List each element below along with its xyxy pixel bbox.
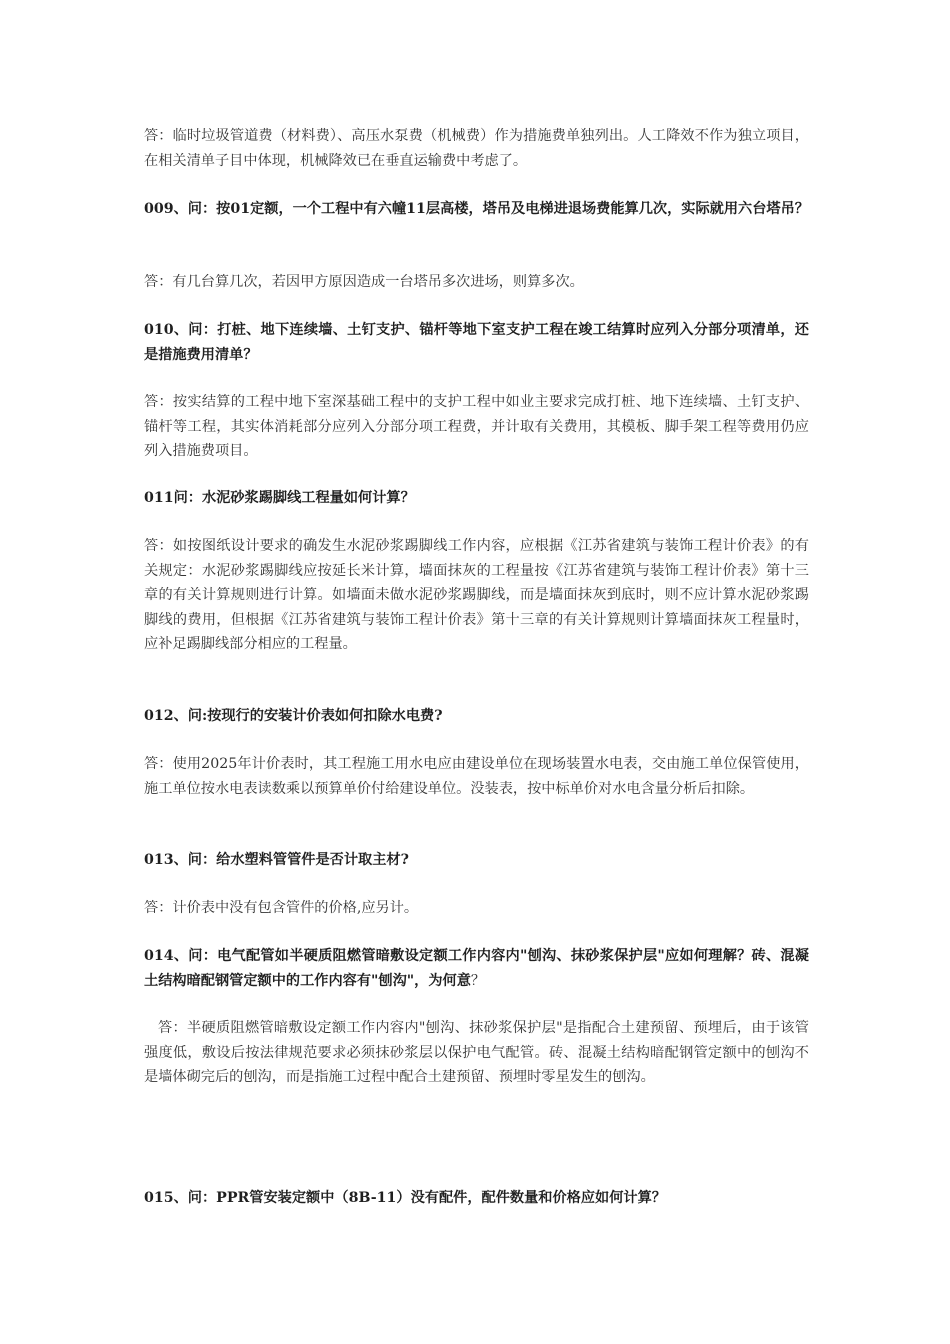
answer-014: 答：半硬质阻燃管暗敷设定额工作内容内"刨沟、抹砂浆保护层"是指配合土建预留、预埋后，由于该管强度低，敷设后按法律规范要求必须抹砂浆层以保护电气配管。砖、混凝土结构暗配钢管定额中的刨沟不是墙体砌完后的刨沟，而是指施工过程中配合土建预留、预埋时零星发生的刨沟。 bbox=[144, 1020, 809, 1085]
question-010: 010、问：打桩、地下连续墙、土钉支护、锚杆等地下室支护工程在竣工结算时应列入分部分项清单，还是措施费用清单？ bbox=[144, 322, 809, 363]
answer-009: 答：有几台算几次，若因甲方原因造成一台塔吊多次进场，则算多次。 bbox=[144, 274, 584, 290]
answer-010: 答：按实结算的工程中地下室深基础工程中的支护工程中如业主要求完成打桩、地下连续墙、土钉支护、锚杆等工程，其实体消耗部分应列入分部分项工程费，并计取有关费用，其模板、脚手架工程等费用仍应列入措施费项目。 bbox=[144, 394, 809, 459]
question-013: 013、问：给水塑料管管件是否计取主材? bbox=[144, 852, 409, 868]
answer-011: 答：如按图纸设计要求的确发生水泥砂浆踢脚线工作内容，应根据《江苏省建筑与装饰工程计价表》的有关规定：水泥砂浆踢脚线应按延长米计算，墙面抹灰的工程量按《江苏省建筑与装饰工程计价表》第十三章的有关计算规则进行计算。如墙面未做水泥砂浆踢脚线，而是墙面抹灰到底时，则不应计算水泥砂浆踢脚线的费用，但根据《江苏省建筑与装饰工程计价表》第十三章的有关计算规则计算墙面抹灰工程量时，应补足踢脚线部分相应的工程量。 bbox=[144, 538, 809, 652]
question-009: 009、问：按01定额，一个工程中有六幢11层高楼，塔吊及电梯进退场费能算几次，实际就用六台塔吊？ bbox=[144, 201, 809, 217]
answer-012: 答：使用2025年计价表时，其工程施工用水电应由建设单位在现场装置水电表，交由施工单位保管使用，施工单位按水电表读数乘以预算单价付给建设单位。没装表，按中标单价对水电含量分析后扣除。 bbox=[144, 756, 809, 797]
answer-008: 答：临时垃圾管道费（材料费）、高压水泵费（机械费）作为措施费单独列出。人工降效不作为独立项目，在相关清单子目中体现，机械降效已在垂直运输费中考虑了。 bbox=[144, 128, 809, 169]
question-014-mark: ？ bbox=[470, 972, 486, 989]
question-014-text: 014、问：电气配管如半硬质阻燃管暗敷设定额工作内容内"刨沟、抹砂浆保护层"应如何理解？砖、混凝土结构暗配钢管定额中的工作内容有"刨沟"，为何意 bbox=[144, 948, 809, 989]
question-012: 012、问:按现行的安装计价表如何扣除水电费? bbox=[144, 708, 443, 724]
answer-013: 答：计价表中没有包含管件的价格,应另计。 bbox=[144, 900, 419, 916]
question-011: 011问：水泥砂浆踢脚线工程量如何计算？ bbox=[144, 490, 415, 506]
question-014 bbox=[144, 944, 809, 993]
question-015: 015、问：PPR管安装定额中（8B-11）没有配件，配件数量和价格应如何计算？ bbox=[144, 1190, 666, 1206]
